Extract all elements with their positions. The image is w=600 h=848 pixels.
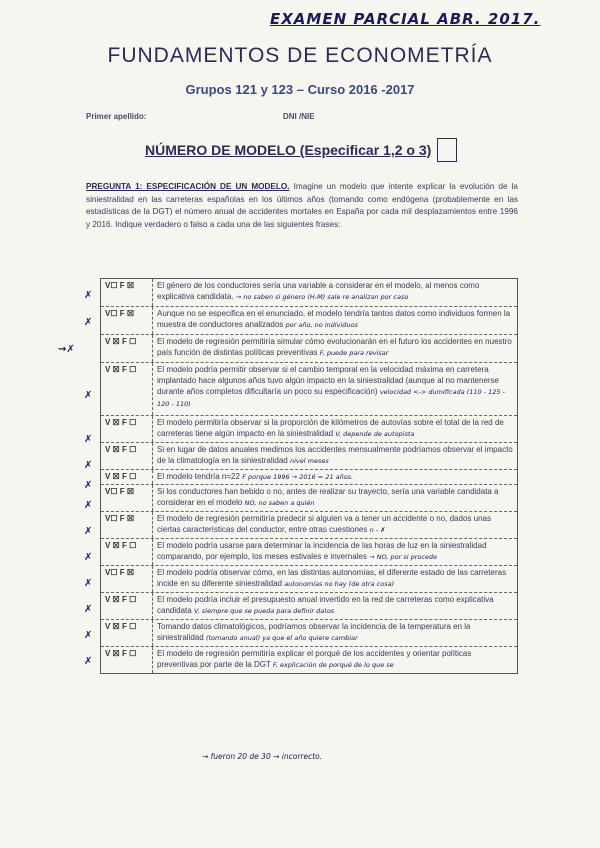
- statement-text: Si los conductores han bebido o no, antes de realizar su trayecto, sería una variable candidata a considerar en el modelo NO, no saben a quién: [157, 487, 499, 507]
- statement-text: El modelo podría observar cómo, en las distintas autonomías, el diferente estado de las carreteras incide en su diferente siniestralidad autonomías no hay (de otra cosa): [157, 568, 507, 588]
- statement-text: El género de los conductores sería una variable a considerar en el modelo, al menos como explicativa candidata. → no saben si género (H-M) sale re analizan por caso: [157, 281, 480, 301]
- handwritten-bottom-note: → fueron 20 de 30 → incorrecto.: [202, 752, 323, 761]
- table-row: [101, 335, 517, 363]
- table-row: [101, 470, 517, 485]
- table-row: [101, 593, 517, 620]
- grading-mark: ✗: [84, 290, 93, 301]
- statement-text: Aunque no se especifica en el enunciado, el modelo tendría tantos datos como individuos formen la muestra de conductores analizados por año, no individuos: [157, 309, 511, 329]
- table-row: [101, 416, 517, 443]
- true-false-choice: V☐ F ☒: [101, 485, 153, 511]
- table-row: [101, 485, 517, 512]
- grading-mark: ✗: [84, 317, 93, 328]
- table-row: [101, 620, 517, 647]
- true-false-choice: V☐ F ☒: [101, 566, 153, 592]
- grading-mark: ✗: [84, 434, 93, 445]
- handwritten-exam-title: EXAMEN PARCIAL ABR. 2017.: [270, 10, 541, 28]
- model-number-box: [437, 138, 457, 162]
- grading-mark: ✗: [84, 500, 93, 511]
- table-row: [101, 566, 517, 593]
- grading-mark: ✗: [84, 630, 93, 641]
- statement-text: El modelo permitiría observar si la proporción de kilómetros de autovías sobre el total de la red de carreteras tiene algún impacto en la siniestralidad V, depende de autopista: [157, 418, 504, 438]
- true-false-choice: V ☒ F ☐: [101, 363, 153, 415]
- document-subtitle: Grupos 121 y 123 – Curso 2016 -2017: [185, 82, 415, 97]
- table-row: [101, 539, 517, 566]
- statement-text: El modelo podría incluir el presupuesto anual invertido en la red de carreteras como explicativa candidata V, siempre que se pueda para definir datos: [157, 595, 494, 615]
- grading-mark: ✗: [84, 526, 93, 537]
- table-row: [101, 443, 517, 470]
- true-false-table: [100, 278, 518, 674]
- table-row: [101, 279, 517, 307]
- true-false-choice: V ☒ F ☐: [101, 443, 153, 469]
- table-row: [101, 363, 517, 416]
- true-false-choice: V ☒ F ☐: [101, 620, 153, 646]
- grading-mark: ✗: [84, 656, 93, 667]
- true-false-choice: V ☒ F ☐: [101, 335, 153, 362]
- true-false-choice: V☐ F ☒: [101, 279, 153, 306]
- statement-text: El modelo de regresión permitiría simular cómo evolucionarán en el futuro los accidentes en nuestro país función de distintas políticas preventivas F, puede para revisar: [157, 337, 512, 357]
- table-row: [101, 512, 517, 539]
- true-false-choice: V ☒ F ☐: [101, 539, 153, 565]
- grading-mark: ✗: [84, 604, 93, 615]
- table-row: [101, 647, 517, 673]
- true-false-choice: V☐ F ☒: [101, 307, 153, 334]
- statement-text: El modelo tendría n=22 F porque 1996 → 2016 = 21 años.: [157, 472, 354, 481]
- question-intro: [86, 181, 518, 231]
- true-false-choice: V☐ F ☒: [101, 512, 153, 538]
- statement-text: El modelo de regresión permitiría explicar el porqué de los accidentes y orientar políticas preventivas por parte de la DGT F, explicación de porqué de lo que se: [157, 649, 472, 669]
- true-false-choice: V ☒ F ☐: [101, 647, 153, 673]
- statement-text: El modelo podría permitir observar si el cambio temporal en la velocidad máxima en carretera implantado hace algunos años tuvo algún impacto en la siniestralidad (aunque al no mantenerse durante años completos dificultaría un poco su especificación) velocidad <-> dumificada (110 - 125 - 120 - 110): [157, 365, 505, 408]
- grading-mark: ✗: [84, 552, 93, 563]
- grading-mark: →✗: [58, 344, 75, 355]
- statement-text: El modelo de regresión permitiría predecir si alguien va a tener un accidente o no, dados unas ciertas características del conductor, entre otras cuestiones n - ✗: [157, 514, 491, 534]
- document-title: FUNDAMENTOS DE ECONOMETRÍA: [107, 44, 493, 67]
- grading-mark: ✗: [84, 578, 93, 589]
- question-text: Imagine un modelo que intente explicar la evolución de la siniestralidad en las carreteras españolas en los últimos años (tomando como endógena (probablemente en las estadísticas de la DGT) el número anual de accidentes mortales en España por cada mil desplazamientos entre 1996 y 2016. Indique verdadero o falso a cada una de las siguientes frases:: [86, 182, 518, 229]
- grading-mark: ✗: [84, 480, 93, 491]
- statement-text: Si en lugar de datos anuales medimos los accidentes mensualmente podríamos observar el impacto de la climatología en la siniestralidad nivel meses: [157, 445, 513, 465]
- grading-mark: ✗: [84, 390, 93, 401]
- statement-text: Tomando datos climatológicos, podríamos observar la incidencia de la temperatura en la siniestralidad (tomando anual) ya que el año quiere cambiar: [157, 622, 471, 642]
- true-false-choice: V ☒ F ☐: [101, 593, 153, 619]
- statement-text: El modelo podría usarse para determinar la incidencia de las horas de luz en la siniestralidad comparando, por ejemplo, los meses estivales e invernales → NO, por si procede: [157, 541, 487, 561]
- grading-mark: ✗: [84, 460, 93, 471]
- table-row: [101, 307, 517, 335]
- model-number-label: NÚMERO DE MODELO (Especificar 1,2 o 3): [145, 142, 432, 158]
- surname-label: Primer apellido:: [86, 112, 147, 121]
- true-false-choice: V ☒ F ☐: [101, 470, 153, 484]
- question-heading: PREGUNTA 1: ESPECIFICACIÓN DE UN MODELO.: [86, 182, 290, 191]
- true-false-choice: V ☒ F ☐: [101, 416, 153, 442]
- id-label: DNI /NIE: [283, 112, 315, 121]
